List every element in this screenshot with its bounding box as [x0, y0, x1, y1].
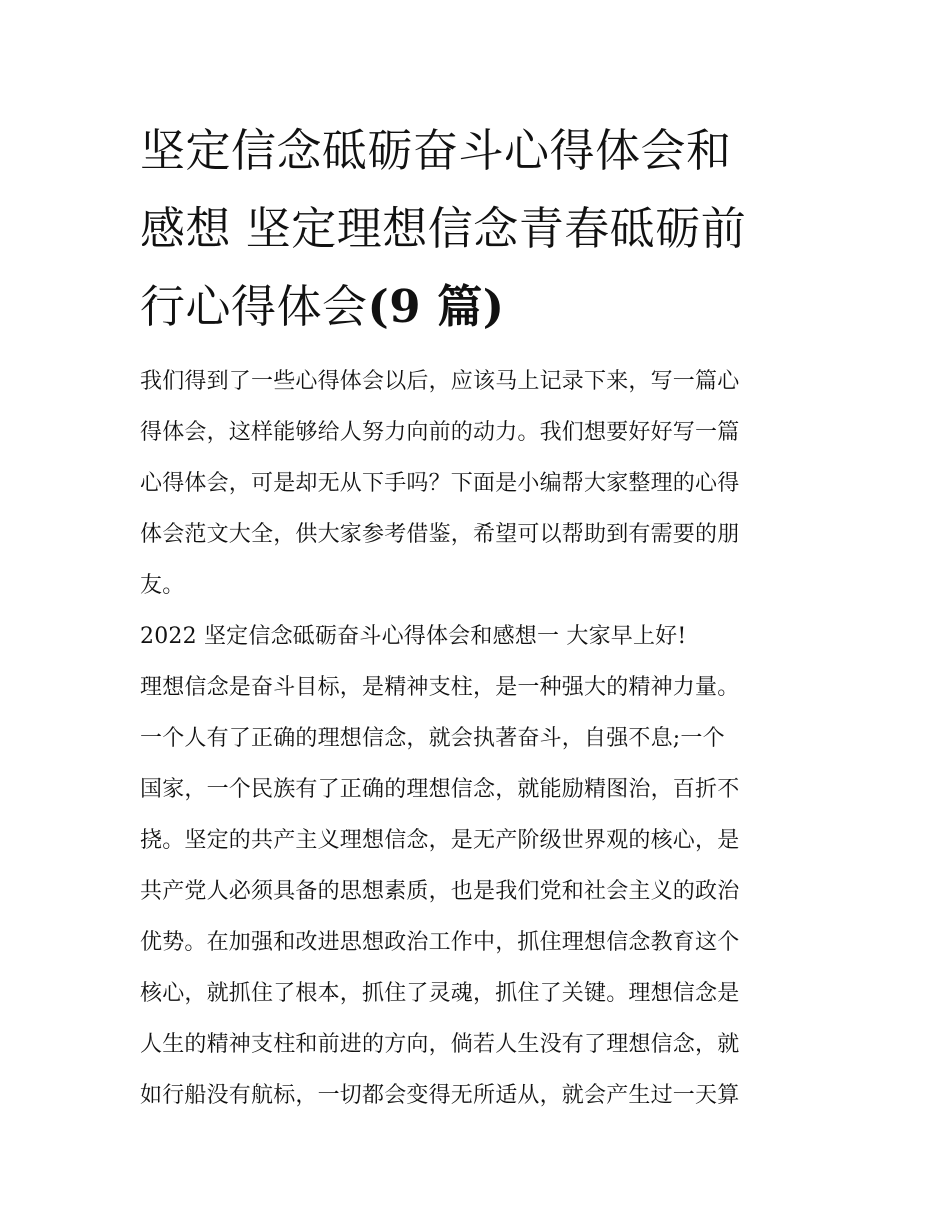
intro-line: 我们得到了一些心得体会以后，应该马上记录下来，写一篇心 — [140, 369, 740, 394]
body-line: 如行船没有航标，一切都会变得无所适从，就会产生过一天算 — [140, 1083, 740, 1108]
body-line: 优势。在加强和改进思想政治工作中，抓住理想信念教育这个 — [140, 930, 740, 955]
title-line-2: 感想 坚定理想信念青春砥砺前 — [140, 202, 747, 255]
title-line-3 — [140, 268, 820, 346]
document-body — [140, 356, 820, 1121]
body-line: 人生的精神支柱和前进的方向，倘若人生没有了理想信念，就 — [140, 1032, 740, 1057]
intro-line: 体会范文大全，供大家参考借鉴，希望可以帮助到有需要的朋 — [140, 522, 740, 547]
body-line: 一个人有了正确的理想信念，就会执著奋斗，自强不息;一个 — [140, 726, 725, 751]
title-count: (9 篇) — [367, 280, 505, 333]
document-title — [140, 112, 820, 346]
title-line-1: 坚定信念砥砺奋斗心得体会和 — [140, 124, 732, 177]
body-line: 共产党人必须具备的思想素质，也是我们党和社会主义的政治 — [140, 879, 740, 904]
body-paragraph — [140, 662, 820, 1121]
section-heading — [140, 611, 820, 662]
body-line: 国家，一个民族有了正确的理想信念，就能励精图治，百折不 — [140, 777, 740, 802]
body-line: 核心，就抓住了根本，抓住了灵魂，抓住了关键。理想信念是 — [140, 981, 740, 1006]
intro-line: 得体会，这样能够给人努力向前的动力。我们想要好好写一篇 — [140, 420, 740, 445]
intro-line: 友。 — [140, 573, 185, 598]
intro-line: 心得体会，可是却无从下手吗？下面是小编帮大家整理的心得 — [140, 471, 740, 496]
body-line: 理想信念是奋斗目标，是精神支柱，是一种强大的精神力量。 — [140, 675, 740, 700]
body-line: 挠。坚定的共产主义理想信念，是无产阶级世界观的核心，是 — [140, 828, 740, 853]
section-heading-text: 2022 坚定信念砥砺奋斗心得体会和感想一 大家早上好! — [140, 624, 687, 649]
intro-paragraph — [140, 356, 820, 611]
title-line-3-text: 行心得体会 — [140, 280, 368, 333]
